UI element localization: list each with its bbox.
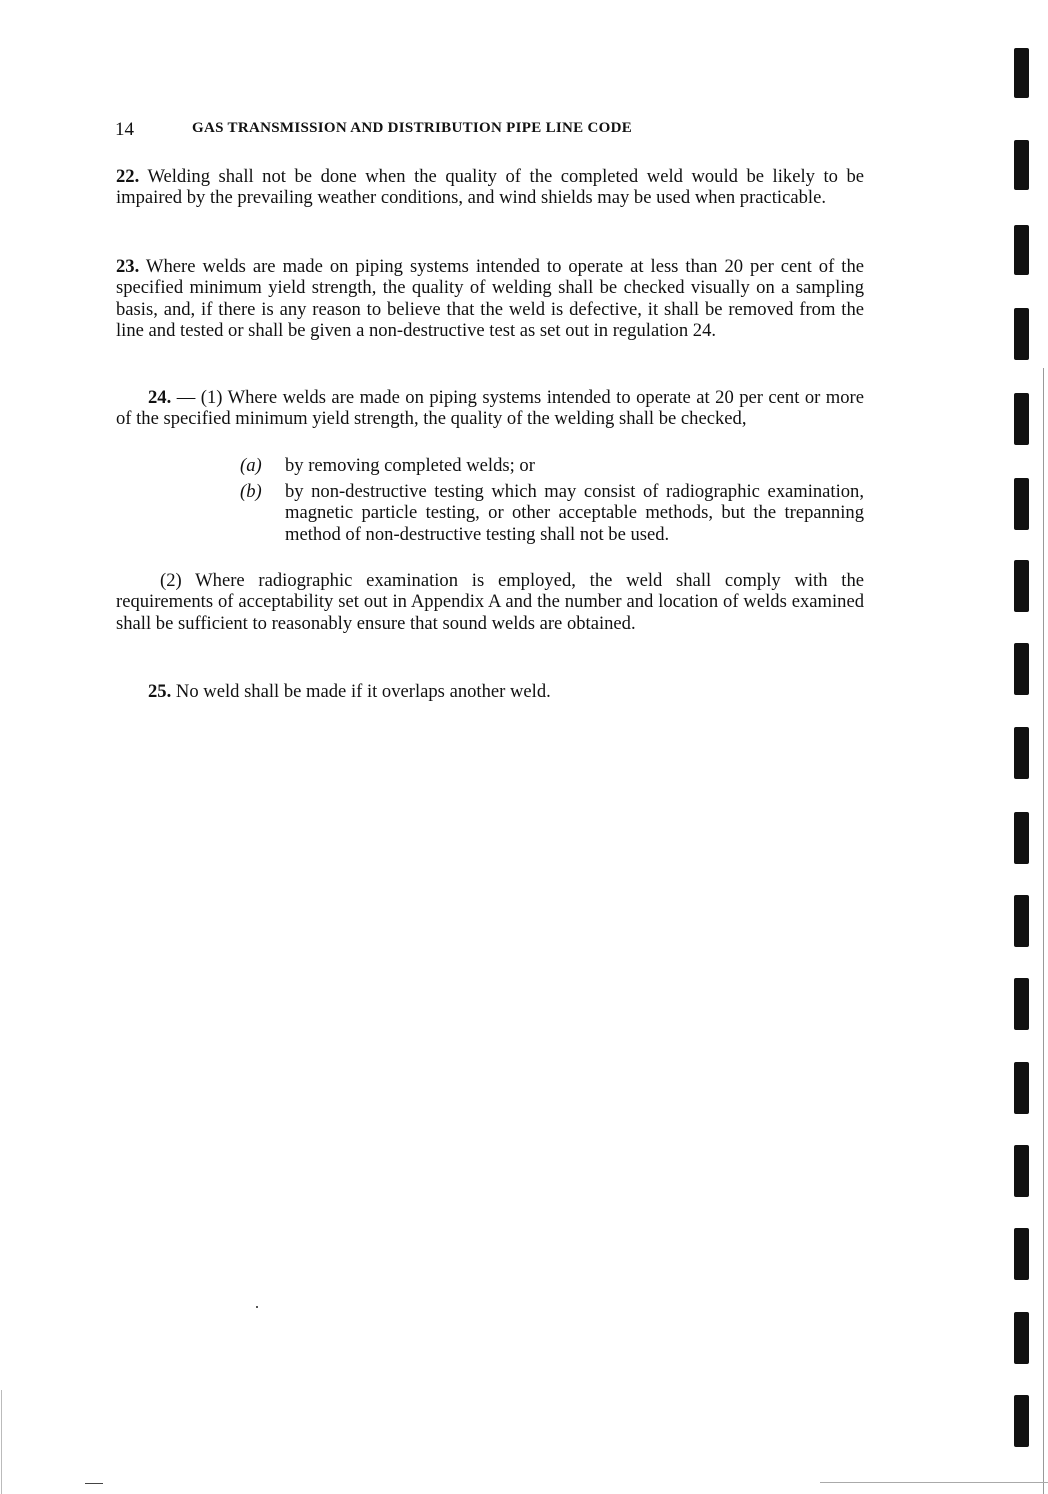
section-24-subsection-1 [116,387,864,430]
item-label: (a) [240,455,262,476]
binding-mark [1014,1395,1029,1447]
binding-margin-marks [1014,0,1034,1494]
scan-edge-line [1043,368,1044,1494]
scan-speck [256,1306,258,1308]
section-number: 24. [148,387,172,408]
section-number: 22. [116,166,140,187]
binding-mark [1014,1312,1029,1364]
binding-mark [1014,643,1029,695]
section-23 [116,256,864,342]
scan-edge-line [1,1390,2,1494]
section-25 [116,681,864,702]
section-number: 25. [148,681,172,702]
binding-mark [1014,478,1029,530]
scan-artifact [820,1482,1048,1483]
section-22 [116,166,864,209]
binding-mark [1014,1145,1029,1197]
running-title: GAS TRANSMISSION AND DISTRIBUTION PIPE LINE CODE [192,120,633,136]
section-number: 23. [116,256,140,277]
binding-mark [1014,225,1029,275]
page-number: 14 [115,119,134,140]
binding-mark [1014,895,1029,947]
section-24-subsection-2: (2) Where radiographic examination is employed, the weld shall comply with the requirements of acceptability set out in Appendix A and the number and location of welds examined shall be sufficient to reasonably ensure that sound welds are obtained. [116,570,864,634]
binding-mark [1014,1062,1029,1114]
binding-mark [1014,812,1029,864]
binding-mark [1014,48,1029,98]
item-label: (b) [240,481,262,502]
scan-artifact [85,1483,103,1484]
section-text: Welding shall not be done when the quality of the completed weld would be likely to be impaired by the prevailing weather conditions, and wind shields may be used when practicable. [116,166,864,209]
section-text: No weld shall be made if it overlaps another weld. [171,681,551,702]
binding-mark [1014,1228,1029,1280]
page-header [115,119,875,143]
binding-mark [1014,393,1029,445]
binding-mark [1014,727,1029,779]
binding-mark [1014,560,1029,612]
binding-mark [1014,308,1029,360]
binding-mark [1014,140,1029,190]
section-text: — (1) Where welds are made on piping systems intended to operate at 20 per cent or more of the specified minimum yield strength, the quality of the welding shall be checked, [116,387,864,430]
binding-mark [1014,978,1029,1030]
item-text: by non-destructive testing which may consist of radiographic examination, magnetic particle testing, or other acceptable methods, but the trepanning method of non-destructive testing shall not be used. [285,481,864,545]
section-text: Where welds are made on piping systems intended to operate at less than 20 per cent of the specified minimum yield strength, the quality of welding shall be checked visually on a sampling basis, and, if there is any reason to believe that the weld is defective, it shall be removed from the line and tested or shall be given a non-destructive test as set out in regulation 24. [116,256,864,342]
item-text: by removing completed welds; or [285,455,535,476]
